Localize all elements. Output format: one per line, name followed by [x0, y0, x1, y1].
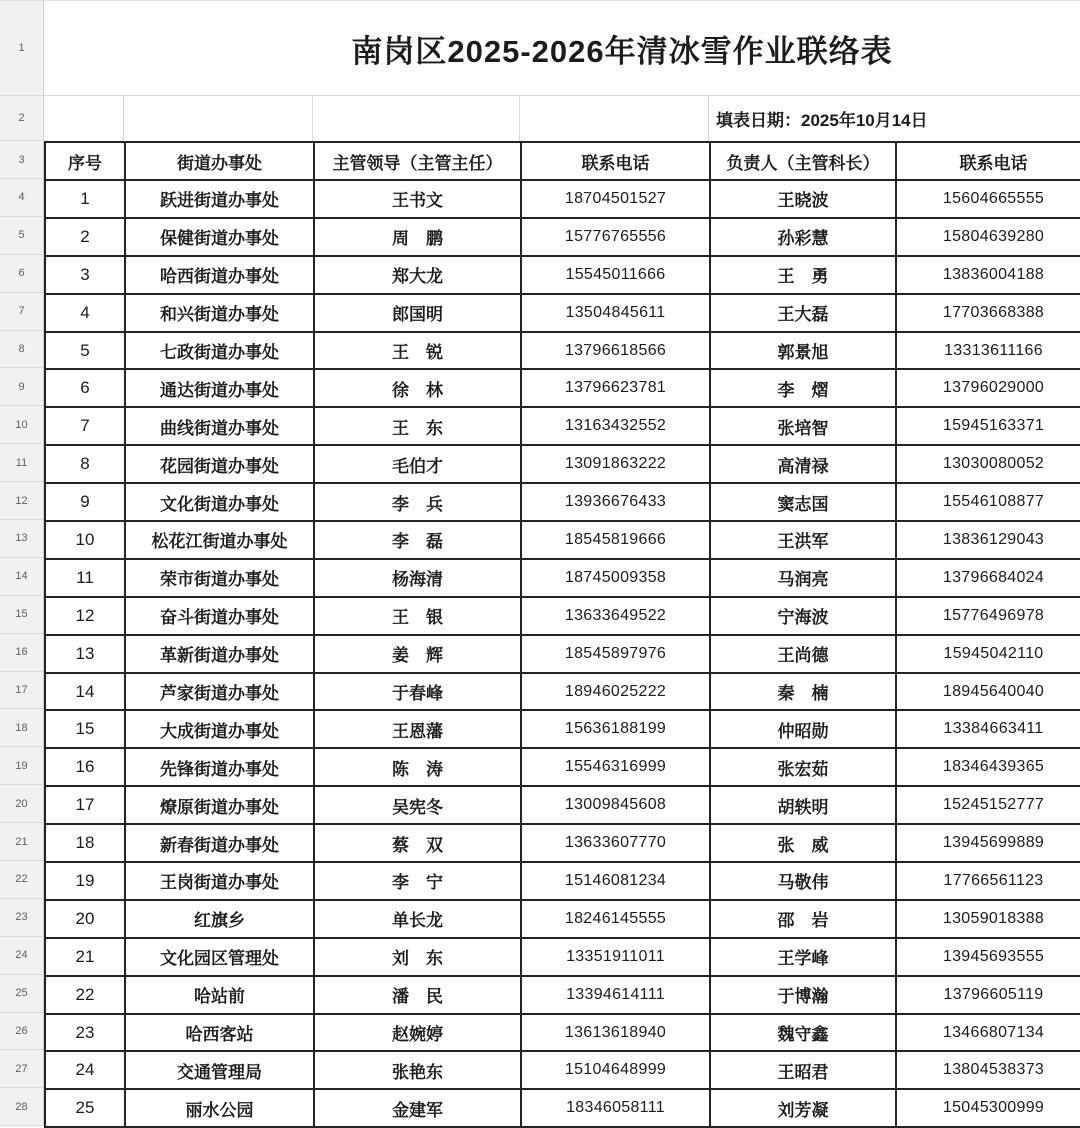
cell-manager-phone[interactable]: 17766561123 [896, 862, 1080, 900]
cell-leader-phone[interactable]: 18745009358 [521, 559, 710, 597]
cell-leader-phone[interactable]: 13633607770 [521, 824, 710, 862]
table-row [45, 559, 1080, 597]
cell-leader-phone[interactable]: 13796623781 [521, 369, 710, 407]
table-row [45, 786, 1080, 824]
cell-leader[interactable]: 毛伯才 [314, 445, 521, 483]
cell-no[interactable]: 8 [45, 445, 125, 483]
cell-manager-phone[interactable]: 18945640040 [896, 673, 1080, 711]
cell-leader[interactable]: 金建军 [314, 1089, 521, 1127]
cell-leader-phone[interactable]: 13936676433 [521, 483, 710, 521]
cell-manager[interactable]: 李 熠 [710, 369, 896, 407]
cell-manager-phone[interactable]: 13945693555 [896, 938, 1080, 976]
cell-leader[interactable]: 张艳东 [314, 1051, 521, 1089]
cell-manager-phone[interactable]: 13804538373 [896, 1051, 1080, 1089]
cell-office[interactable]: 红旗乡 [125, 900, 314, 938]
table-row [45, 1089, 1080, 1127]
table-row [45, 748, 1080, 786]
cell-manager[interactable]: 王 勇 [710, 256, 896, 294]
cell-no[interactable]: 25 [45, 1089, 125, 1127]
header-cell-no[interactable]: 序号 [45, 142, 125, 180]
cell-manager[interactable]: 王昭君 [710, 1051, 896, 1089]
row-number[interactable]: 5 [0, 217, 43, 255]
row-number[interactable]: 20 [0, 785, 43, 823]
cell-office[interactable]: 哈西客站 [125, 1014, 314, 1052]
cell-manager-phone[interactable]: 13313611166 [896, 332, 1080, 370]
cell-no[interactable]: 5 [45, 332, 125, 370]
cell-no[interactable]: 18 [45, 824, 125, 862]
table-row [45, 673, 1080, 711]
cell-office[interactable]: 新春街道办事处 [125, 824, 314, 862]
cell-leader-phone[interactable]: 13796618566 [521, 332, 710, 370]
sheet-title: 南岗区2025-2026年清冰雪作业联络表 [351, 33, 893, 69]
row-number[interactable]: 24 [0, 937, 43, 975]
cell-manager[interactable]: 张 威 [710, 824, 896, 862]
row-number[interactable]: 21 [0, 823, 43, 861]
cell-no[interactable]: 15 [45, 710, 125, 748]
cell-manager[interactable]: 王学峰 [710, 938, 896, 976]
cell-manager[interactable]: 王大磊 [710, 294, 896, 332]
cell-leader[interactable]: 吴宪冬 [314, 786, 521, 824]
cell-manager-phone[interactable]: 13466807134 [896, 1014, 1080, 1052]
cell-office[interactable]: 大成街道办事处 [125, 710, 314, 748]
cell-no[interactable]: 21 [45, 938, 125, 976]
cell-no[interactable]: 19 [45, 862, 125, 900]
header-row [45, 142, 1080, 180]
table-row [45, 635, 1080, 673]
cell-manager-phone[interactable]: 13796605119 [896, 976, 1080, 1014]
cell-manager[interactable]: 刘芳凝 [710, 1089, 896, 1127]
table-row [45, 862, 1080, 900]
row-number[interactable]: 4 [0, 179, 43, 217]
cell-office[interactable]: 王岗街道办事处 [125, 862, 314, 900]
cell-no[interactable]: 6 [45, 369, 125, 407]
table-row [45, 824, 1080, 862]
table-row [45, 332, 1080, 370]
cell-leader[interactable]: 郑大龙 [314, 256, 521, 294]
cell-leader-phone[interactable]: 13009845608 [521, 786, 710, 824]
cell-leader[interactable]: 王 锐 [314, 332, 521, 370]
cell-manager-phone[interactable]: 13945699889 [896, 824, 1080, 862]
cell-manager[interactable]: 秦 楠 [710, 673, 896, 711]
cell-office[interactable]: 交通管理局 [125, 1051, 314, 1089]
row-number[interactable]: 11 [0, 444, 43, 482]
cell-leader-phone[interactable]: 13613618940 [521, 1014, 710, 1052]
cell-leader[interactable]: 王 银 [314, 597, 521, 635]
cell-manager-phone[interactable]: 13796684024 [896, 559, 1080, 597]
header-cell-manager[interactable]: 负责人（主管科长） [710, 142, 896, 180]
cell-manager-phone[interactable]: 17703668388 [896, 294, 1080, 332]
row-number[interactable]: 19 [0, 747, 43, 785]
row-number[interactable]: 9 [0, 368, 43, 406]
cell-office[interactable]: 丽水公园 [125, 1089, 314, 1127]
cell-leader-phone[interactable]: 15776765556 [521, 218, 710, 256]
header-cell-leader-phone[interactable]: 联系电话 [521, 142, 710, 180]
row-number[interactable]: 26 [0, 1013, 43, 1051]
cell-no[interactable]: 3 [45, 256, 125, 294]
cell-manager-phone[interactable]: 15804639280 [896, 218, 1080, 256]
row-number[interactable]: 25 [0, 975, 43, 1013]
cell-manager-phone[interactable]: 15604665555 [896, 180, 1080, 218]
cell-leader[interactable]: 刘 东 [314, 938, 521, 976]
cell-manager-phone[interactable]: 15945042110 [896, 635, 1080, 673]
date-row [44, 96, 1080, 141]
cell-leader[interactable]: 郎国明 [314, 294, 521, 332]
row-number[interactable]: 1 [0, 1, 43, 96]
row-number[interactable]: 23 [0, 899, 43, 937]
cell-manager-phone[interactable]: 13796029000 [896, 369, 1080, 407]
cell-manager-phone[interactable]: 15245152777 [896, 786, 1080, 824]
row-number[interactable]: 27 [0, 1050, 43, 1088]
cell-office[interactable]: 革新街道办事处 [125, 635, 314, 673]
cell-manager[interactable]: 张培智 [710, 407, 896, 445]
row-number[interactable]: 16 [0, 634, 43, 672]
cell-leader-phone[interactable]: 13091863222 [521, 445, 710, 483]
row-number-gutter [0, 1, 44, 1126]
cell-office[interactable]: 燎原街道办事处 [125, 786, 314, 824]
table-row [45, 938, 1080, 976]
cell-no[interactable]: 7 [45, 407, 125, 445]
cell-manager[interactable]: 于博瀚 [710, 976, 896, 1014]
table-row [45, 900, 1080, 938]
cell-manager[interactable]: 马润亮 [710, 559, 896, 597]
cell-office[interactable]: 跃进街道办事处 [125, 180, 314, 218]
cell-leader-phone[interactable]: 13633649522 [521, 597, 710, 635]
cell-manager-phone[interactable]: 15945163371 [896, 407, 1080, 445]
cell-office[interactable]: 哈西街道办事处 [125, 256, 314, 294]
header-cell-manager-phone[interactable]: 联系电话 [896, 142, 1080, 180]
cell-office[interactable]: 通达街道办事处 [125, 369, 314, 407]
cell-manager-phone[interactable]: 13836129043 [896, 521, 1080, 559]
sheet-content [44, 1, 1080, 1128]
cell-office[interactable]: 七政街道办事处 [125, 332, 314, 370]
cell-no[interactable]: 1 [45, 180, 125, 218]
cell-leader-phone[interactable]: 18545897976 [521, 635, 710, 673]
cell-manager[interactable]: 胡轶明 [710, 786, 896, 824]
table-row [45, 445, 1080, 483]
table-row [45, 710, 1080, 748]
cell-no[interactable]: 10 [45, 521, 125, 559]
cell-leader-phone[interactable]: 13163432552 [521, 407, 710, 445]
cell-office[interactable]: 芦家街道办事处 [125, 673, 314, 711]
cell-leader[interactable]: 李 磊 [314, 521, 521, 559]
cell-manager[interactable]: 张宏茹 [710, 748, 896, 786]
row-number[interactable]: 15 [0, 596, 43, 634]
cell-no[interactable]: 16 [45, 748, 125, 786]
cell-leader-phone[interactable]: 13504845611 [521, 294, 710, 332]
table-row [45, 521, 1080, 559]
cell-office[interactable]: 先锋街道办事处 [125, 748, 314, 786]
cell-office[interactable]: 曲线街道办事处 [125, 407, 314, 445]
row-number[interactable]: 13 [0, 520, 43, 558]
cell-no[interactable]: 9 [45, 483, 125, 521]
header-cell-office[interactable]: 街道办事处 [125, 142, 314, 180]
cell-manager[interactable]: 窦志国 [710, 483, 896, 521]
cell-leader-phone[interactable]: 18246145555 [521, 900, 710, 938]
table-row [45, 483, 1080, 521]
row-number[interactable]: 22 [0, 861, 43, 899]
cell-leader-phone[interactable]: 18346058111 [521, 1089, 710, 1127]
row-number[interactable]: 3 [0, 141, 43, 179]
table-row [45, 976, 1080, 1014]
form-date-label: 填表日期：2025年10月14日 [716, 111, 928, 130]
cell-leader[interactable]: 周 鹏 [314, 218, 521, 256]
cell-manager[interactable]: 魏守鑫 [710, 1014, 896, 1052]
cell-no[interactable]: 2 [45, 218, 125, 256]
cell-no[interactable]: 11 [45, 559, 125, 597]
row-number[interactable]: 18 [0, 709, 43, 747]
cell-manager[interactable]: 孙彩慧 [710, 218, 896, 256]
cell-leader[interactable]: 王恩藩 [314, 710, 521, 748]
table-row [45, 1051, 1080, 1089]
cell-leader-phone[interactable]: 15545011666 [521, 256, 710, 294]
cell-manager[interactable]: 高清禄 [710, 445, 896, 483]
cell-manager-phone[interactable]: 15546108877 [896, 483, 1080, 521]
cell-leader[interactable]: 杨海清 [314, 559, 521, 597]
cell-leader[interactable]: 李 宁 [314, 862, 521, 900]
cell-leader[interactable]: 潘 民 [314, 976, 521, 1014]
row-number[interactable]: 12 [0, 482, 43, 520]
cell-no[interactable]: 17 [45, 786, 125, 824]
row-number[interactable]: 10 [0, 406, 43, 444]
row-number[interactable]: 7 [0, 293, 43, 331]
cell-no[interactable]: 24 [45, 1051, 125, 1089]
cell-leader-phone[interactable]: 15146081234 [521, 862, 710, 900]
row-number[interactable]: 28 [0, 1088, 43, 1126]
table-row [45, 369, 1080, 407]
cell-manager-phone[interactable]: 15776496978 [896, 597, 1080, 635]
title-merged-cell[interactable] [44, 1, 1080, 96]
contact-table [44, 141, 1080, 1128]
cell-office[interactable]: 花园街道办事处 [125, 445, 314, 483]
cell-leader[interactable]: 蔡 双 [314, 824, 521, 862]
cell-no[interactable]: 23 [45, 1014, 125, 1052]
cell-no[interactable]: 12 [45, 597, 125, 635]
cell-leader-phone[interactable]: 15636188199 [521, 710, 710, 748]
cell-no[interactable]: 13 [45, 635, 125, 673]
cell-manager-phone[interactable]: 13030080052 [896, 445, 1080, 483]
cell-leader-phone[interactable]: 15104648999 [521, 1051, 710, 1089]
table-row [45, 1014, 1080, 1052]
cell-manager[interactable]: 王晓波 [710, 180, 896, 218]
cell-manager-phone[interactable]: 13836004188 [896, 256, 1080, 294]
cell-leader[interactable]: 于春峰 [314, 673, 521, 711]
cell-no[interactable]: 4 [45, 294, 125, 332]
cell-leader-phone[interactable]: 13394614111 [521, 976, 710, 1014]
cell-office[interactable]: 文化园区管理处 [125, 938, 314, 976]
cell-leader-phone[interactable]: 13351911011 [521, 938, 710, 976]
cell-manager[interactable]: 邵 岩 [710, 900, 896, 938]
cell-no[interactable]: 22 [45, 976, 125, 1014]
table-row [45, 180, 1080, 218]
cell-office[interactable]: 和兴街道办事处 [125, 294, 314, 332]
empty-cell[interactable] [520, 96, 709, 141]
cell-manager-phone[interactable]: 18346439365 [896, 748, 1080, 786]
cell-manager[interactable]: 王尚德 [710, 635, 896, 673]
cell-leader[interactable]: 单长龙 [314, 900, 521, 938]
cell-leader[interactable]: 王书文 [314, 180, 521, 218]
table-row [45, 218, 1080, 256]
cell-office[interactable]: 荣市街道办事处 [125, 559, 314, 597]
cell-no[interactable]: 20 [45, 900, 125, 938]
cell-leader-phone[interactable]: 18545819666 [521, 521, 710, 559]
cell-leader[interactable]: 姜 辉 [314, 635, 521, 673]
cell-leader-phone[interactable]: 15546316999 [521, 748, 710, 786]
cell-manager[interactable]: 马敬伟 [710, 862, 896, 900]
empty-cell[interactable] [44, 96, 124, 141]
table-row [45, 407, 1080, 445]
cell-manager-phone[interactable]: 13059018388 [896, 900, 1080, 938]
cell-office[interactable]: 保健街道办事处 [125, 218, 314, 256]
cell-leader[interactable]: 李 兵 [314, 483, 521, 521]
cell-office[interactable]: 文化街道办事处 [125, 483, 314, 521]
table-row [45, 597, 1080, 635]
cell-office[interactable]: 奋斗街道办事处 [125, 597, 314, 635]
table-row [45, 256, 1080, 294]
row-number[interactable]: 8 [0, 331, 43, 369]
cell-leader[interactable]: 王 东 [314, 407, 521, 445]
cell-office[interactable]: 松花江街道办事处 [125, 521, 314, 559]
cell-leader[interactable]: 陈 涛 [314, 748, 521, 786]
row-number[interactable]: 17 [0, 672, 43, 710]
header-cell-leader[interactable]: 主管领导（主管主任） [314, 142, 521, 180]
empty-cell[interactable] [313, 96, 520, 141]
row-number[interactable]: 2 [0, 96, 43, 141]
cell-leader-phone[interactable]: 18704501527 [521, 180, 710, 218]
cell-manager-phone[interactable]: 15045300999 [896, 1089, 1080, 1127]
empty-cell[interactable] [124, 96, 313, 141]
row-number[interactable]: 6 [0, 255, 43, 293]
cell-manager[interactable]: 宁海波 [710, 597, 896, 635]
row-number[interactable]: 14 [0, 558, 43, 596]
cell-leader[interactable]: 徐 林 [314, 369, 521, 407]
cell-manager[interactable]: 王洪军 [710, 521, 896, 559]
cell-manager[interactable]: 仲昭勋 [710, 710, 896, 748]
cell-leader[interactable]: 赵婉婷 [314, 1014, 521, 1052]
form-date-cell[interactable] [709, 96, 1080, 141]
cell-no[interactable]: 14 [45, 673, 125, 711]
cell-leader-phone[interactable]: 18946025222 [521, 673, 710, 711]
cell-office[interactable]: 哈站前 [125, 976, 314, 1014]
cell-manager[interactable]: 郭景旭 [710, 332, 896, 370]
cell-manager-phone[interactable]: 13384663411 [896, 710, 1080, 748]
table-row [45, 294, 1080, 332]
